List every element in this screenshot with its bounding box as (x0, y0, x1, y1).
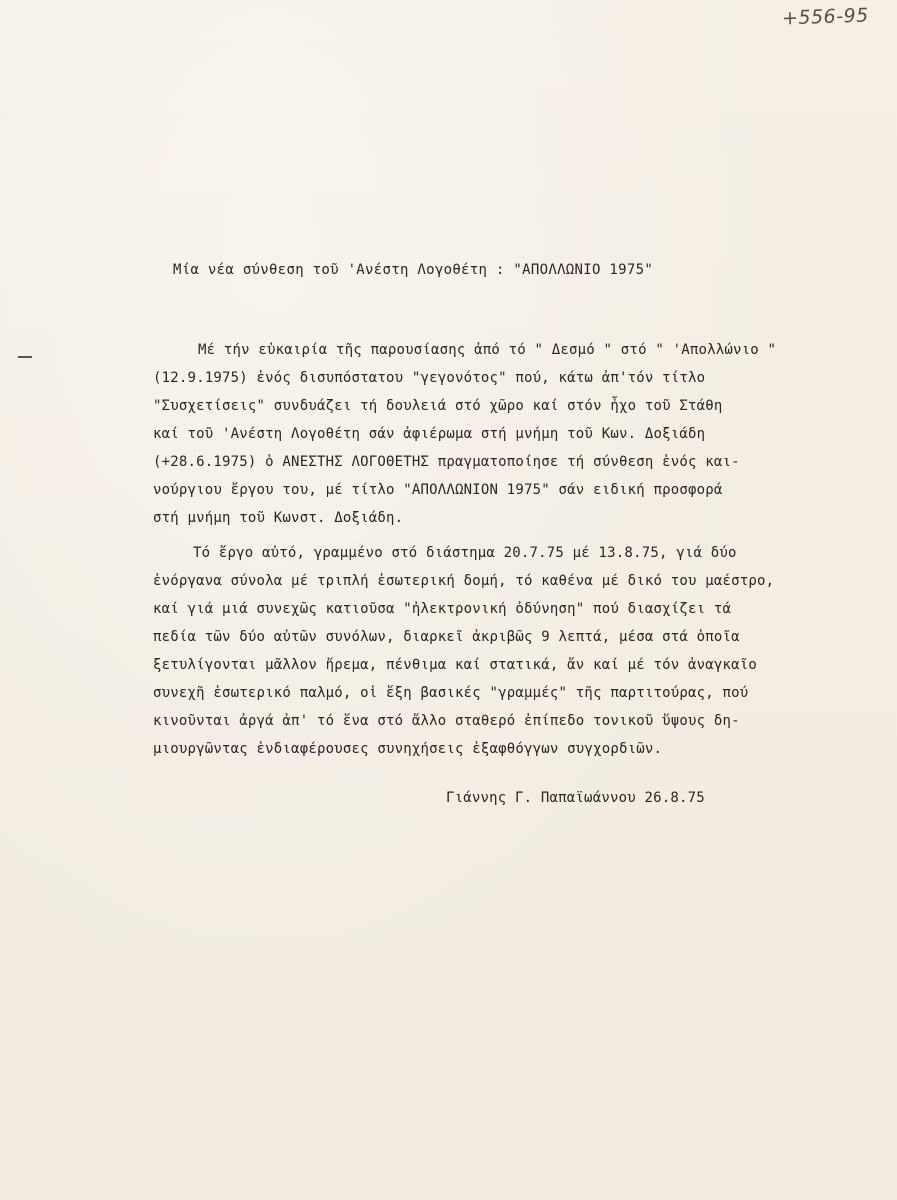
paragraph-line: (+28.6.1975) ὁ ΑΝΕΣΤΗΣ ΛΟΓΟΘΕΤΗΣ πραγματοποίησε τή σύνθεση ἑνός και- (153, 454, 740, 470)
paragraph-line: ξετυλίγονται μᾶλλον ἤρεμα, πένθιμα καί στατικά, ἄν καί μέ τόν ἀναγκαῖο (153, 657, 758, 673)
signature-line: Γιάννης Γ. Παπαϊωάννου 26.8.75 (446, 790, 705, 806)
paragraph-line: Μέ τήν εὐκαιρία τῆς παρουσίασης ἀπό τό " Δεσμό " στό " 'Απολλώνιο " (198, 342, 777, 358)
paragraph-line: στή μνήμη τοῦ Κωνστ. Δοξιάδη. (153, 510, 404, 526)
paragraph-line: μιουργῶντας ἐνδιαφέρουσες συνηχήσεις ἐξαφθόγγων συγχορδιῶν. (153, 741, 663, 757)
archive-number: +556-95 (781, 4, 870, 30)
paragraph-line: (12.9.1975) ἑνός δισυπόστατου "γεγονότος" πού, κάτω ἀπ'τόν τίτλο (153, 370, 706, 386)
paragraph-line: κινοῦνται ἀργά ἀπ' τό ἕνα στό ἄλλο σταθερό ἐπίπεδο τονικοῦ ὕψους δη- (153, 713, 740, 729)
paragraph-line: καί γιά μιά συνεχῶς κατιοῦσα "ἠλεκτρονική ὀδύνηση" πού διασχίζει τά (153, 601, 732, 617)
paragraph-line: πεδία τῶν δύο αὐτῶν συνόλων, διαρκεῖ ἀκριβῶς 9 λεπτά, μέσα στά ὁποῖα (153, 629, 740, 645)
paragraph-line: καί τοῦ 'Ανέστη Λογοθέτη σάν ἀφιέρωμα στή μνήμη τοῦ Κων. Δοξιάδη (153, 426, 706, 442)
paragraph-line: "Συσχετίσεις" συνδυάζει τή δουλειά στό χῶρο καί στόν ἦχο τοῦ Στάθη (153, 398, 723, 414)
paragraph-line: συνεχῆ ἐσωτερικό παλμό, οἱ ἕξη βασικές "γραμμές" τῆς παρτιτούρας, πού (153, 685, 749, 701)
paragraph-line: ἐνόργανα σύνολα μέ τριπλή ἐσωτερική δομή, τό καθένα μέ δικό του μαέστρο, (153, 573, 775, 589)
margin-mark (18, 356, 32, 358)
document-title: Μία νέα σύνθεση τοῦ 'Ανέστη Λογοθέτη : "ΑΠΟΛΛΩΝΙΟ 1975" (173, 262, 654, 278)
paragraph-line: Τό ἔργο αὐτό, γραμμένο στό διάστημα 20.7.75 μέ 13.8.75, γιά δύο (193, 545, 737, 561)
paragraph-line: νούργιου ἔργου του, μέ τίτλο "ΑΠΟΛΛΩΝΙΟΝ 1975" σάν ειδική προσφορά (153, 482, 723, 498)
